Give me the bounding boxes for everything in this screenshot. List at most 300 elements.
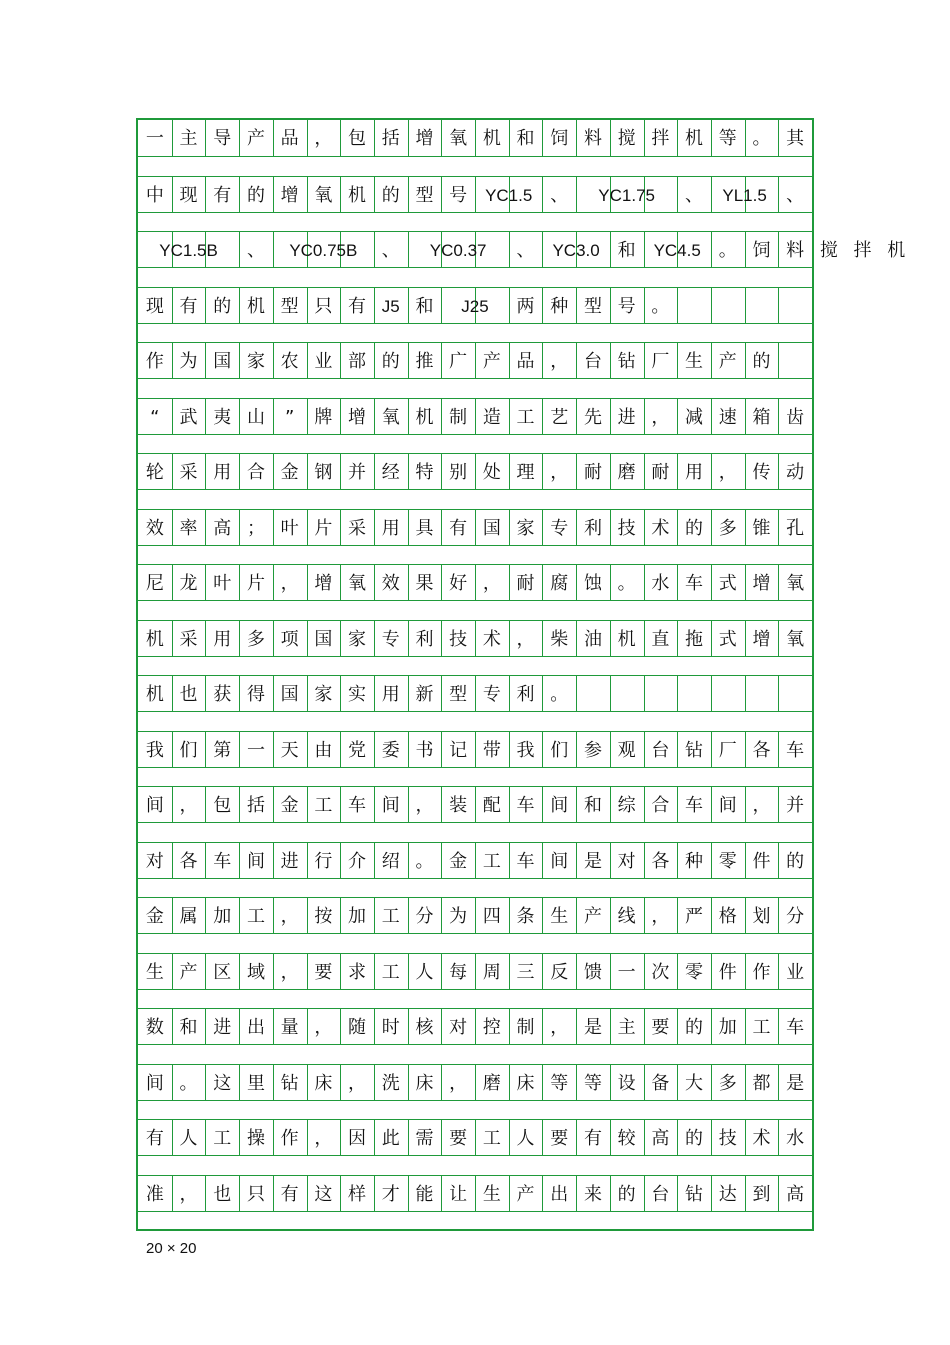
grid-char: 能: [415, 1183, 434, 1205]
grid-char: 有: [280, 1183, 299, 1205]
grid-row: [138, 675, 812, 712]
grid-char: 括: [246, 795, 265, 816]
grid-char: 床: [314, 1072, 333, 1094]
grid-char: 为: [449, 906, 468, 927]
grid-char: 生: [550, 906, 569, 927]
grid-char: 控: [482, 1017, 501, 1038]
grid-char: 氧: [314, 184, 333, 206]
grid-char: 一: [246, 739, 265, 761]
grid-char: 第: [213, 739, 232, 761]
grid-char: 家: [314, 684, 333, 705]
grid-row: [138, 342, 812, 379]
grid-char: 量: [280, 1017, 299, 1038]
grid-char: 氧: [786, 628, 805, 650]
grid-char: 油: [583, 628, 602, 650]
grid-char: 党: [348, 739, 367, 761]
grid-char: ，: [280, 573, 299, 594]
grid-char: 也: [213, 1183, 232, 1205]
grid-char: 术: [482, 628, 501, 650]
grid-char: 车: [685, 573, 704, 594]
grid-char: 、: [685, 184, 704, 206]
grid-char: 尼: [145, 573, 164, 594]
grid-char: 一: [617, 961, 636, 983]
grid-char: 较: [617, 1128, 636, 1149]
grid-char: 间: [145, 1072, 164, 1094]
grid-char: 车: [516, 795, 535, 816]
grid-char: 增: [348, 406, 367, 428]
grid-size-label: 20 × 20: [146, 1240, 197, 1257]
grid-char: 等: [583, 1072, 602, 1094]
grid-char: 。: [752, 128, 771, 149]
grid-char: 种: [550, 295, 569, 317]
grid-char: 种: [685, 850, 704, 872]
grid-char: 里: [246, 1072, 265, 1094]
grid-char: 业: [786, 961, 805, 983]
grid-char: 操: [246, 1128, 265, 1149]
grid-char: 的: [381, 351, 400, 372]
grid-char: 们: [550, 739, 569, 761]
grid-row: [138, 176, 812, 213]
grid-row: [138, 1175, 812, 1212]
grid-char: 水: [786, 1128, 805, 1149]
grid-char: 洗: [381, 1072, 400, 1094]
grid-char: 划: [752, 906, 771, 927]
grid-char: 合: [246, 462, 265, 483]
grid-char: ，: [314, 1128, 333, 1149]
grid-char: 搅: [617, 128, 636, 149]
grid-char: 锥: [752, 517, 771, 539]
grid-char: 此: [381, 1128, 400, 1149]
manuscript-grid: [136, 118, 906, 1231]
grid-char: 率: [179, 517, 198, 539]
grid-char: 要: [449, 1128, 468, 1149]
grid-char: 技: [449, 628, 468, 650]
grid-char: ，: [651, 406, 670, 428]
grid-char: 。: [651, 295, 670, 317]
grid-char: 效: [381, 573, 400, 594]
grid-char: 农: [280, 351, 299, 372]
grid-char: 这: [213, 1072, 232, 1094]
grid-char: 用: [381, 517, 400, 539]
grid-char: 各: [651, 850, 670, 872]
grid-char: 要: [550, 1128, 569, 1149]
grid-char: 动: [786, 462, 805, 483]
grid-char: ，: [550, 351, 569, 372]
grid-char: 采: [348, 517, 367, 539]
grid-char: 耐: [651, 462, 670, 483]
grid-char: 蚀: [583, 573, 602, 594]
grid-char: 的: [786, 850, 805, 872]
grid-char: 观: [617, 739, 636, 761]
grid-char: 工: [482, 1128, 501, 1149]
grid-char: 增: [314, 573, 333, 594]
grid-char: 的: [246, 184, 265, 206]
grid-char: 间: [550, 795, 569, 816]
grid-row: [138, 509, 812, 546]
grid-char: 介: [348, 850, 367, 872]
grid-char: 合: [651, 795, 670, 816]
grid-char: 按: [314, 906, 333, 927]
grid-char: 我: [516, 739, 535, 761]
grid-char: 记: [449, 739, 468, 761]
grid-char: 天: [280, 739, 299, 761]
grid-char: ，: [348, 1072, 367, 1094]
grid-char: ，: [550, 1017, 569, 1038]
grid-char: 造: [482, 406, 501, 428]
grid-char: 线: [617, 906, 636, 927]
grid-char: 间: [145, 795, 164, 816]
latin-token: YC3.0: [552, 241, 600, 260]
grid-char: 钻: [280, 1072, 299, 1094]
grid-char: 进: [213, 1017, 232, 1038]
grid-char: 料: [583, 128, 602, 149]
grid-char: 。: [550, 684, 569, 705]
latin-token: YC1.5B: [159, 241, 218, 260]
grid-char: 要: [651, 1017, 670, 1038]
grid-char: 加: [348, 906, 367, 927]
grid-char: 利: [583, 517, 602, 539]
latin-token: J5: [381, 296, 400, 316]
grid-row: [138, 398, 812, 435]
grid-row: [138, 731, 812, 768]
grid-char: 让: [449, 1183, 468, 1205]
grid-char: 机: [246, 295, 265, 317]
grid-char: 部: [348, 351, 367, 372]
grid-char: 钻: [685, 739, 704, 761]
grid-row: [138, 287, 812, 324]
grid-char: 域: [246, 961, 265, 983]
grid-char: 金: [145, 906, 164, 927]
grid-row: [138, 953, 812, 990]
grid-char: 参: [583, 739, 602, 761]
grid-char: 叶: [213, 573, 232, 594]
grid-char: 综: [617, 795, 636, 816]
grid-char: 夷: [213, 406, 232, 428]
grid-char: 有: [145, 1128, 164, 1149]
grid-char: 间: [381, 795, 400, 816]
grid-char: 钻: [617, 351, 636, 372]
grid-char: 要: [314, 961, 333, 983]
grid-char: 直: [651, 628, 670, 650]
grid-char: 的: [685, 517, 704, 539]
grid-char: 实: [348, 684, 367, 705]
grid-char: 龙: [179, 573, 198, 594]
grid-char: 专: [381, 628, 400, 650]
grid-char: 推: [415, 351, 434, 372]
grid-char: 作: [752, 961, 771, 983]
grid-char: 零: [685, 961, 704, 983]
grid-char: 各: [752, 739, 771, 761]
grid-char: 来: [583, 1183, 602, 1205]
grid-char: 型: [449, 684, 468, 705]
grid-char: 山: [246, 406, 265, 428]
grid-char: 分: [415, 906, 434, 927]
grid-char: 人: [516, 1128, 535, 1149]
grid-char: 和: [516, 128, 535, 149]
grid-char: 。: [179, 1072, 198, 1094]
grid-char: 工: [482, 850, 501, 872]
grid-char: 随: [348, 1017, 367, 1038]
grid-char: 技: [718, 1128, 737, 1149]
grid-char: 是: [583, 1017, 602, 1038]
grid-char: 机: [348, 184, 367, 206]
grid-char: ，: [314, 128, 333, 149]
grid-char: 床: [516, 1072, 535, 1094]
grid-char: 厂: [718, 739, 737, 761]
grid-char: 式: [718, 628, 737, 650]
grid-row: [138, 1119, 812, 1156]
grid-char: 号: [617, 295, 636, 317]
grid-char: 工: [213, 1128, 232, 1149]
grid-row: [138, 842, 812, 879]
grid-char: 工: [381, 961, 400, 983]
grid-char: 产: [516, 1183, 535, 1205]
latin-token: YC1.75: [598, 185, 655, 205]
grid-char: 得: [246, 684, 265, 705]
grid-char: 间: [550, 850, 569, 872]
grid-char: 件: [752, 850, 771, 872]
grid-char: 拖: [685, 628, 704, 650]
grid-char: 对: [617, 850, 636, 872]
grid-char: 别: [449, 462, 468, 483]
grid-char: 箱: [752, 406, 771, 428]
grid-char: 高: [213, 517, 232, 539]
grid-char: ，: [179, 795, 198, 816]
grid-char: 车: [786, 1017, 805, 1038]
grid-char: 家: [348, 628, 367, 650]
grid-char: 制: [449, 406, 468, 428]
grid-char: 时: [381, 1017, 400, 1038]
grid-char: 机: [685, 128, 704, 149]
grid-char: 国: [314, 628, 333, 650]
grid-char: 也: [179, 684, 198, 705]
grid-char: 样: [348, 1183, 367, 1205]
grid-char: 产: [482, 351, 501, 372]
grid-char: 水: [651, 573, 670, 594]
grid-char: 并: [348, 462, 367, 483]
grid-char: ，: [516, 628, 535, 650]
grid-char: 片: [246, 573, 265, 594]
grid-char: 传: [752, 462, 771, 483]
grid-char: 生: [482, 1183, 501, 1205]
grid-char: 绍: [381, 850, 400, 872]
grid-char: 机: [145, 684, 164, 705]
grid-char: 金: [449, 850, 468, 872]
grid-char: 带: [482, 739, 501, 761]
grid-char: 两: [516, 295, 535, 317]
latin-token: YC4.5: [653, 241, 701, 260]
grid-char: 有: [213, 184, 232, 206]
grid-char: 格: [718, 906, 737, 927]
grid-char: 、: [786, 184, 805, 206]
grid-char: 、: [516, 240, 535, 261]
grid-char: 严: [685, 906, 704, 927]
grid-char: 磨: [482, 1072, 501, 1094]
grid-char: 机: [145, 628, 164, 650]
grid-char: 现: [179, 184, 198, 206]
grid-char: 有: [179, 295, 198, 317]
grid-row: [138, 620, 812, 657]
grid-char: 多: [246, 628, 265, 650]
grid-char: 属: [179, 906, 198, 927]
grid-char: 钻: [685, 1183, 704, 1205]
grid-char: 、: [246, 240, 265, 261]
grid-char: 业: [314, 351, 333, 372]
grid-char: 进: [617, 406, 636, 428]
grid-char: 有: [348, 295, 367, 317]
grid-char: 这: [314, 1183, 333, 1205]
grid-char: 齿: [786, 406, 805, 428]
grid-char: 获: [213, 684, 232, 705]
grid-char: 工: [246, 906, 265, 927]
grid-char: 和: [617, 240, 636, 261]
grid-char: 品: [516, 351, 535, 372]
grid-row: [138, 897, 812, 934]
grid-char: 型: [583, 295, 602, 317]
grid-char: 等: [718, 128, 737, 149]
grid-char: 的: [617, 1183, 636, 1205]
latin-token: YC0.37: [429, 241, 487, 260]
grid-char: 国: [280, 684, 299, 705]
grid-char: 好: [449, 573, 468, 594]
grid-char: 人: [179, 1128, 198, 1149]
grid-char: 车: [348, 795, 367, 816]
grid-char: 间: [718, 795, 737, 816]
grid-char: “: [150, 406, 160, 428]
grid-char: 中: [145, 184, 164, 206]
grid-char: 增: [752, 628, 771, 650]
grid-char: 才: [381, 1183, 400, 1205]
grid-char: 料: [786, 240, 805, 261]
grid-char: 委: [381, 739, 400, 761]
grid-char: 多: [718, 517, 737, 539]
grid-char: 到: [752, 1183, 771, 1205]
grid-char: ，: [550, 462, 569, 483]
grid-char: 零: [718, 850, 737, 872]
grid-char: 项: [280, 628, 299, 650]
grid-char: 经: [381, 462, 400, 483]
grid-char: 为: [179, 351, 198, 372]
grid-char: 作: [145, 351, 164, 372]
grid-char: 周: [482, 961, 501, 983]
grid-char: 减: [685, 406, 704, 428]
grid-char: ，: [752, 795, 771, 816]
grid-char: 配: [482, 795, 501, 816]
grid-char: 机: [617, 628, 636, 650]
grid-char: 我: [145, 739, 164, 761]
grid-char: 型: [415, 184, 434, 206]
grid-char: 只: [314, 295, 333, 317]
grid-char: 的: [752, 351, 771, 372]
grid-char: 广: [449, 351, 468, 372]
grid-char: 们: [179, 739, 198, 761]
grid-char: 。: [617, 573, 636, 594]
grid-row: [138, 786, 812, 823]
grid-char: 具: [415, 517, 434, 539]
grid-char: 有: [583, 1128, 602, 1149]
grid-char: 工: [516, 406, 535, 428]
grid-char: 机: [482, 128, 501, 149]
grid-char: 准: [145, 1183, 164, 1205]
grid-char: 型: [280, 295, 299, 317]
grid-char: 拌: [651, 128, 670, 149]
grid-char: 车: [516, 850, 535, 872]
grid-char: 采: [179, 462, 198, 483]
grid-char: 由: [314, 739, 333, 761]
grid-char: 车: [786, 739, 805, 761]
grid-char: 式: [718, 573, 737, 594]
grid-char: 新: [415, 684, 434, 705]
grid-char: ”: [284, 406, 295, 428]
grid-char: ，: [179, 1183, 198, 1205]
grid-row: [138, 564, 812, 601]
grid-char: 条: [516, 906, 535, 927]
grid-char: 数: [145, 1017, 164, 1038]
grid-char: 出: [550, 1183, 569, 1205]
grid-char: ，: [482, 573, 501, 594]
grid-char: 艺: [550, 406, 569, 428]
grid-char: 制: [516, 1017, 535, 1038]
grid-char: 件: [718, 961, 737, 983]
grid-char: 包: [213, 795, 232, 816]
grid-char: 其: [786, 128, 805, 149]
grid-char: 先: [583, 406, 602, 428]
grid-char: 次: [651, 961, 670, 983]
grid-char: 需: [415, 1128, 434, 1149]
grid-char: 大: [685, 1072, 704, 1094]
grid-char: 专: [550, 517, 569, 539]
grid-char: 号: [449, 184, 468, 206]
grid-char: 书: [415, 739, 434, 761]
grid-char: 利: [415, 628, 434, 650]
grid-char: 生: [685, 351, 704, 372]
grid-char: 腐: [550, 573, 569, 594]
grid-char: 搅: [819, 240, 838, 261]
grid-char: 国: [213, 351, 232, 372]
grid-char: 分: [786, 906, 805, 927]
grid-char: 术: [752, 1128, 771, 1149]
grid-char: 等: [550, 1072, 569, 1094]
grid-char: 对: [449, 1017, 468, 1038]
grid-char: 因: [348, 1128, 367, 1149]
grid-char: 的: [685, 1128, 704, 1149]
grid-char: 耐: [516, 573, 535, 594]
grid-char: 只: [246, 1183, 265, 1205]
grid-char: 产: [179, 961, 198, 983]
grid-row: [138, 1008, 812, 1045]
grid-char: 的: [381, 184, 400, 206]
grid-char: 馈: [583, 961, 602, 983]
grid-char: 加: [213, 906, 232, 927]
grid-char: 达: [718, 1183, 737, 1205]
grid-char: ，: [280, 906, 299, 927]
grid-char: 金: [280, 795, 299, 816]
grid-char: 一: [145, 128, 164, 149]
grid-char: 工: [752, 1017, 771, 1038]
grid-char: 区: [213, 961, 232, 983]
grid-char: 技: [617, 517, 636, 539]
grid-char: 主: [179, 128, 198, 149]
grid-char: 拌: [853, 240, 872, 261]
grid-char: 金: [280, 462, 299, 483]
grid-char: 。: [415, 850, 434, 872]
grid-char: 产: [718, 351, 737, 372]
grid-char: ，: [415, 795, 434, 816]
grid-char: 是: [583, 850, 602, 872]
grid-char: 装: [449, 795, 468, 816]
grid-char: 磨: [617, 462, 636, 483]
latin-token: YL1.5: [722, 185, 767, 205]
